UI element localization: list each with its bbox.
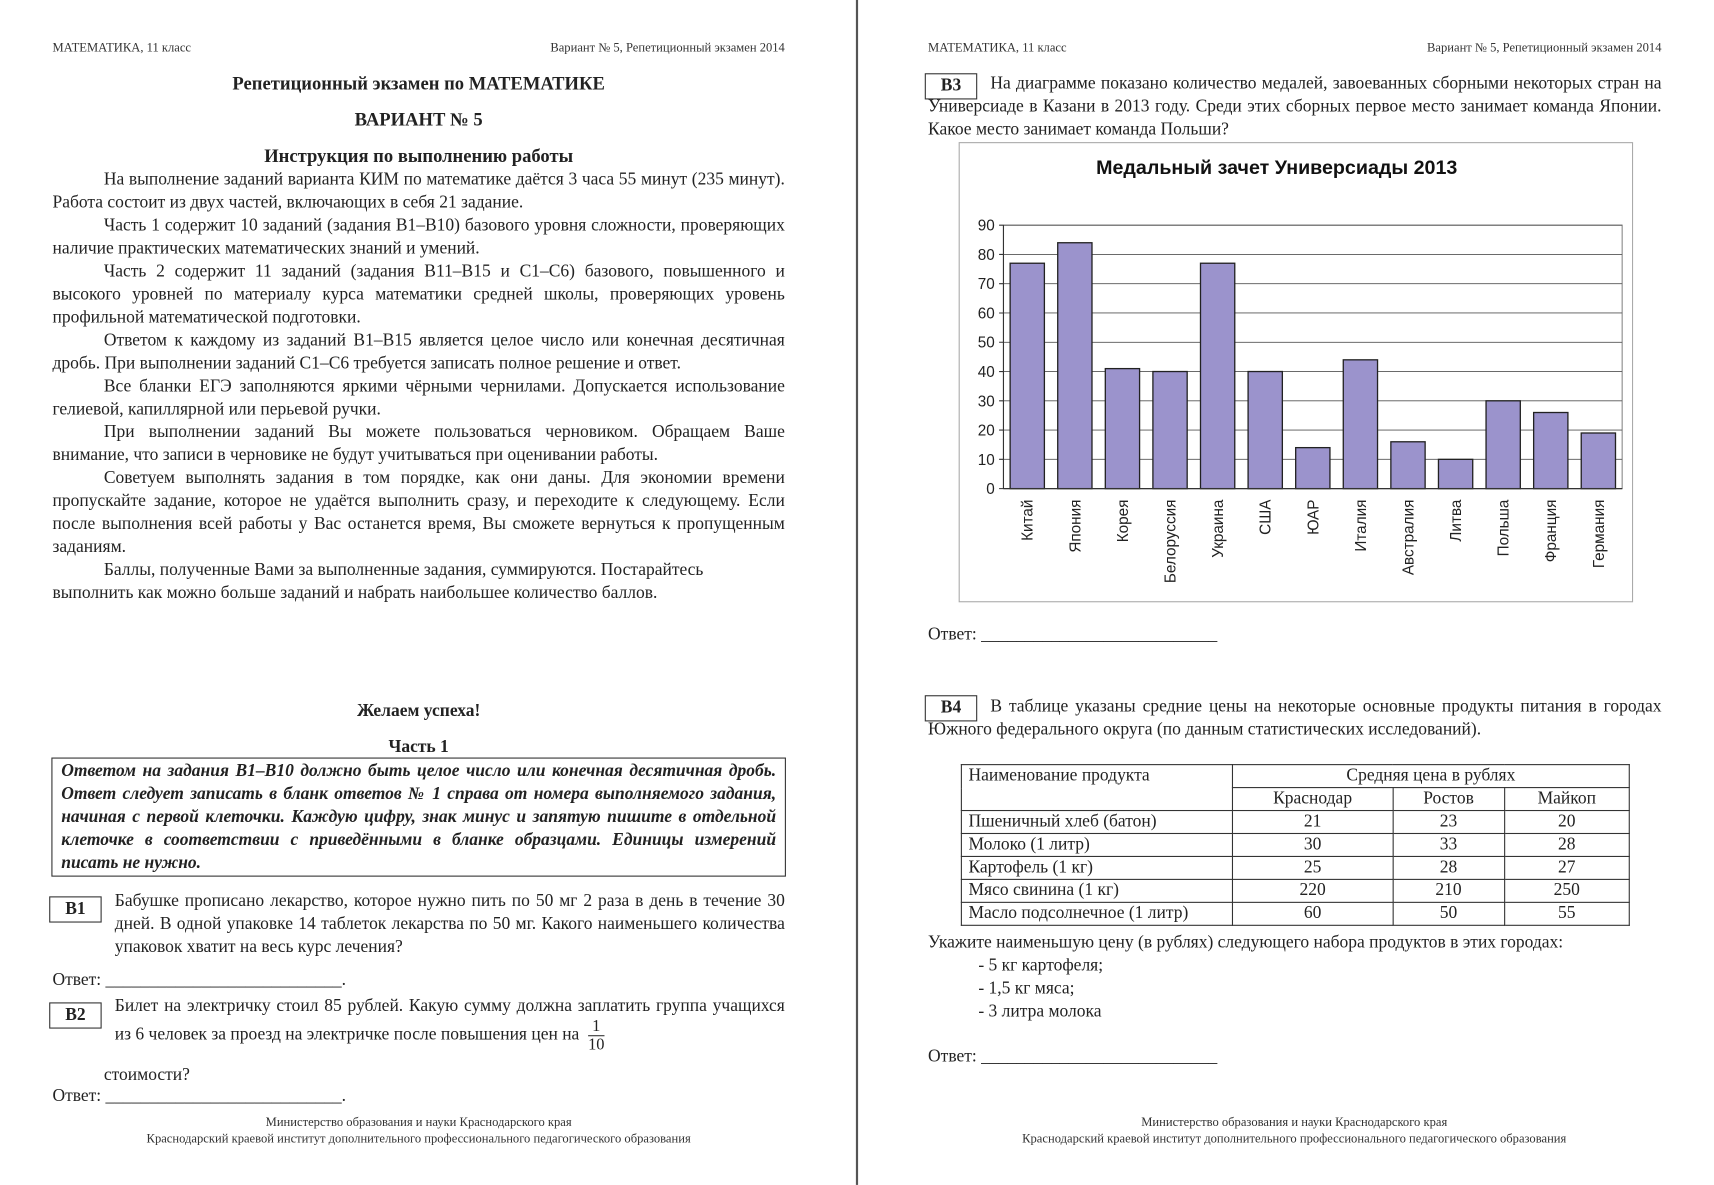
footer <box>52 1115 784 1148</box>
paragraph: Часть 1 содержит 10 заданий (задания B1–B10) базового уровня сложности, проверяющих наличие практических математических знаний и умений. <box>52 216 785 258</box>
cell-price: 21 <box>1232 811 1392 834</box>
y-tick-label: 80 <box>977 246 995 264</box>
header-left: МАТЕМАТИКА, 11 класс <box>928 41 1067 55</box>
bar-Япония <box>1058 243 1092 489</box>
footer-line-2: Краснодарский краевой институт дополнительного профессионального педагогического образования <box>146 1132 691 1146</box>
task-label-b3: B3 <box>925 73 977 99</box>
cell-product: Молоко (1 литр) <box>961 833 1232 856</box>
bar-Германия <box>1581 433 1615 489</box>
x-tick-label: ЮАР <box>1305 499 1323 535</box>
y-tick-label: 30 <box>977 393 995 411</box>
x-tick-label: Белоруссия <box>1162 499 1180 584</box>
footer-line-2: Краснодарский краевой институт дополнительного профессионального педагогического образования <box>1022 1132 1567 1146</box>
instructions-body <box>52 168 784 604</box>
y-tick-label: 50 <box>977 334 995 352</box>
x-tick-label: Австралия <box>1400 499 1418 576</box>
cell-price: 25 <box>1232 856 1392 879</box>
x-tick-label: Украина <box>1210 499 1228 558</box>
fraction-numerator: 1 <box>588 1018 604 1037</box>
task-b2-text-2: стоимости? <box>103 1065 190 1085</box>
cell-product: Мясо свинина (1 кг) <box>961 879 1232 902</box>
cell-price: 60 <box>1232 902 1392 925</box>
cell-price: 50 <box>1393 902 1505 925</box>
task-b4-question: Укажите наименьшую цену (в рублях) следующего набора продуктов в этих городах: <box>928 933 1564 953</box>
answer-line-b3[interactable]: Ответ: ___________________________ <box>928 625 1218 644</box>
task-label-b2: B2 <box>49 1002 101 1028</box>
footer <box>928 1115 1660 1148</box>
task-label-b1: B1 <box>49 896 101 922</box>
cell-price: 30 <box>1232 833 1392 856</box>
y-tick-label: 20 <box>977 422 995 440</box>
paragraph: Все бланки ЕГЭ заполняются яркими чёрными чернилами. Допускается использование гелиевой, капиллярной или перьевой ручки. <box>52 377 785 419</box>
table-row <box>961 879 1629 902</box>
answer-line-b2[interactable]: Ответ: ___________________________. <box>52 1086 347 1106</box>
paragraph: При выполнении заданий Вы можете пользоваться черновиком. Обращаем Ваше внимание, что записи в черновике не будут учитываться при оценивании работы. <box>52 423 785 465</box>
table-row <box>961 811 1629 834</box>
x-tick-label: Китай <box>1019 499 1037 541</box>
variant-title: ВАРИАНТ № 5 <box>354 109 483 131</box>
header-left: МАТЕМАТИКА, 11 класс <box>52 41 192 55</box>
paragraph: Советуем выполнять задания в том порядке, как они даны. Для экономии времени пропускайте задание, которое не удаётся выполнить сразу, и переходите к следующему. Если после выполнения всей работы у Вас останется время, Вы сможете вернуться к пропущенным заданиям. <box>52 468 785 557</box>
task-b4-text: В таблице указаны средние цены на некоторые основные продукты питания в городах Южного федерального округа (по данным статистических исследований). <box>928 697 1662 739</box>
price-table <box>961 764 1630 926</box>
y-tick-label: 90 <box>977 217 995 235</box>
task-b4-list <box>978 954 1103 1023</box>
x-tick-label: Литва <box>1448 499 1466 542</box>
x-tick-label: Польша <box>1495 499 1513 557</box>
bar-Италия <box>1343 360 1377 489</box>
paragraph: Баллы, полученные Вами за выполненные задания, суммируются. Постарайтесь выполнить как можно больше заданий и набрать наибольшее количество баллов. <box>52 560 704 603</box>
cell-product: Масло подсолнечное (1 литр) <box>961 902 1232 925</box>
list-item: - 5 кг картофеля; <box>978 956 1104 976</box>
task-b1-text: Бабушке прописано лекарство, которое нужно пить по 50 мг 2 раза в день в течение 30 дней. В одной упаковке 14 таблеток лекарства по 50 мг. Какого наименьшего количества упаковок хватит на весь курс лечения? <box>114 891 785 957</box>
cell-price: 28 <box>1393 856 1505 879</box>
cell-price: 20 <box>1504 811 1629 834</box>
y-tick-label: 40 <box>977 363 995 381</box>
footer-line-1: Министерство образования и науки Краснодарского края <box>1141 1116 1448 1130</box>
header-city: Ростов <box>1393 788 1505 811</box>
header-right: Вариант № 5, Репетиционный экзамен 2014 <box>550 41 785 55</box>
bar-Китай <box>1010 263 1044 488</box>
list-item: - 1,5 кг мяса; <box>978 979 1075 999</box>
chart-frame <box>959 142 1633 602</box>
header-product: Наименование продукта <box>961 765 1232 811</box>
bar-Белоруссия <box>1153 372 1187 489</box>
paragraph: Ответом к каждому из заданий B1–B15 является целое число или конечная десятичная дробь. При выполнении заданий C1–C6 требуется записать полное решение и ответ. <box>52 331 785 373</box>
table-row <box>961 833 1629 856</box>
instructions-title: Инструкция по выполнению работы <box>264 145 574 167</box>
wish-text: Желаем успеха! <box>356 701 481 721</box>
task-label-b4: B4 <box>925 695 977 721</box>
fraction <box>588 1018 604 1054</box>
part1-note: Ответом на задания B1–B10 должно быть целое число или конечная десятичная дробь. Ответ следует записать в бланк ответов № 1 справа от номера выполняемого задания, начиная с первой клеточки. Каждую цифру, знак минус и запятую пишите в отдельной клеточке в соответствии с приведёнными в бланке образцами. Единицы измерений писать не нужно. <box>51 758 786 877</box>
paragraph: На выполнение заданий варианта КИМ по математике даётся 3 часа 55 минут (235 минут). Работа состоит из двух частей, включающих в себя 21 задание. <box>52 170 785 213</box>
bar-США <box>1248 372 1282 489</box>
bar-Франция <box>1534 413 1568 489</box>
cell-price: 210 <box>1393 879 1505 902</box>
cell-price: 55 <box>1504 902 1629 925</box>
header-right: Вариант № 5, Репетиционный экзамен 2014 <box>1427 41 1662 55</box>
header-city: Майкоп <box>1504 788 1629 811</box>
table-row <box>961 902 1629 925</box>
task-b2-text-1: Билет на электричку стоил 85 рублей. Какую сумму должна заплатить группа учащихся из 6 человек за проезд на электричке после повышения цен на <box>114 996 785 1045</box>
bar-Австралия <box>1391 442 1425 489</box>
part1-title: Часть 1 <box>388 737 449 757</box>
x-tick-label: США <box>1257 499 1275 535</box>
table-header-row <box>961 765 1629 788</box>
cell-price: 33 <box>1393 833 1505 856</box>
list-item: - 3 литра молока <box>978 1002 1102 1021</box>
bar-ЮАР <box>1296 448 1330 489</box>
cell-price: 23 <box>1393 811 1505 834</box>
header-price: Средняя цена в рублях <box>1232 765 1629 788</box>
x-tick-label: Италия <box>1352 499 1370 552</box>
cell-price: 27 <box>1504 856 1629 879</box>
fraction-denominator: 10 <box>588 1036 605 1054</box>
bar-Польша <box>1486 401 1520 489</box>
cell-price: 250 <box>1504 879 1629 902</box>
bar-Корея <box>1105 369 1139 489</box>
y-tick-label: 70 <box>977 276 995 294</box>
cell-price: 220 <box>1232 879 1392 902</box>
x-tick-label: Германия <box>1590 499 1608 569</box>
bar-Украина <box>1200 263 1234 488</box>
x-tick-label: Франция <box>1543 499 1561 563</box>
cell-product: Картофель (1 кг) <box>961 856 1232 879</box>
answer-line-b1[interactable]: Ответ: ___________________________. <box>52 970 347 990</box>
y-tick-label: 10 <box>977 451 995 469</box>
cell-price: 28 <box>1504 833 1629 856</box>
footer-line-1: Министерство образования и науки Краснодарского края <box>265 1116 572 1130</box>
doc-title: Репетиционный экзамен по МАТЕМАТИКЕ <box>232 73 605 95</box>
task-b2-text <box>115 995 785 1054</box>
paragraph: Часть 2 содержит 11 заданий (задания B11–B15 и C1–C6) базового, повышенного и высокого уровней по материалу курса математики средней школы, проверяющих уровень профильной математической подготовки. <box>52 262 785 327</box>
cell-product: Пшеничный хлеб (батон) <box>961 811 1232 834</box>
header-city: Краснодар <box>1232 788 1392 811</box>
x-tick-label: Корея <box>1114 499 1132 543</box>
task-b3-text: На диаграмме показано количество медалей, завоеванных сборными некоторых стран на Универсиаде в Казани в 2013 году. Среди этих сборных первое место занимает команда Японии. Какое место занимает команда Польши? <box>928 74 1662 139</box>
bar-Литва <box>1438 459 1472 488</box>
chart-title: Медальный зачет Универсиады 2013 <box>1096 156 1458 179</box>
table-row <box>961 856 1629 879</box>
y-tick-label: 60 <box>977 305 995 323</box>
x-tick-label: Япония <box>1067 499 1085 553</box>
y-tick-label: 0 <box>986 481 995 499</box>
answer-line-b4[interactable]: Ответ: ___________________________ <box>928 1047 1218 1066</box>
right-page <box>858 0 1714 1185</box>
bar-chart <box>960 143 1632 601</box>
